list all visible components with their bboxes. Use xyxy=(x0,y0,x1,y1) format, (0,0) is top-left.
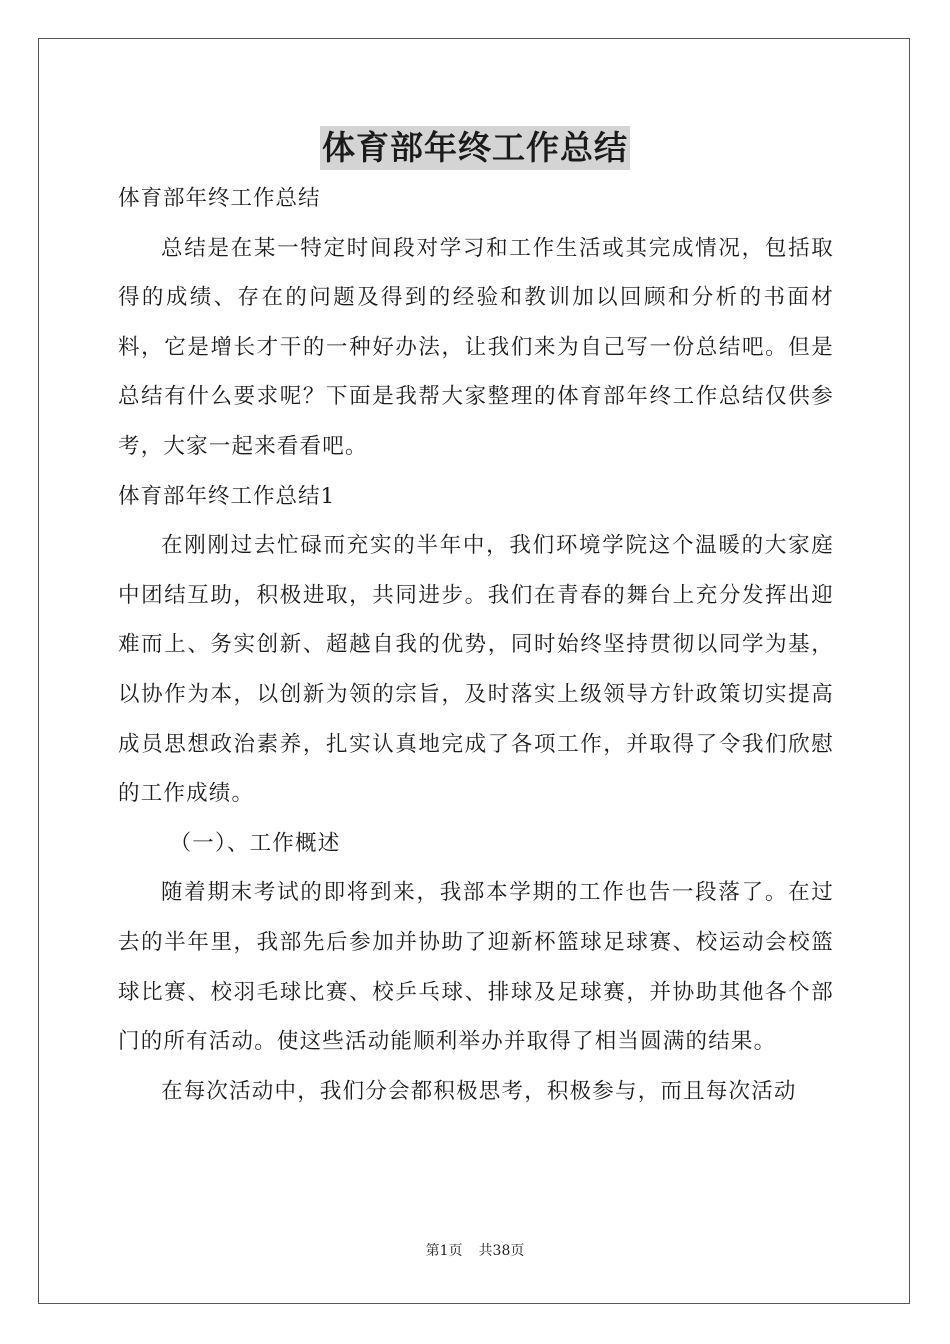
title-wrap xyxy=(0,126,950,170)
body-paragraph: 在刚刚过去忙碌而充实的半年中，我们环境学院这个温暖的大家庭中团结互助，积极进取，共同进步。我们在青春的舞台上充分发挥出迎难而上、务实创新、超越自我的优势，同时始终坚持贯彻以同学为基，以协作为本，以创新为领的宗旨，及时落实上级领导方针政策切实提高成员思想政治素养，扎实认真地完成了各项工作，并取得了令我们欣慰的工作成绩。 xyxy=(118,533,834,807)
page-footer xyxy=(0,1240,950,1260)
body-paragraph: 在每次活动中，我们分会都积极思考，积极参与，而且每次活动 xyxy=(161,1078,797,1104)
page-number: 第1页 xyxy=(425,1243,463,1259)
subsection-heading: （一）、工作概述 xyxy=(169,830,341,856)
page-total: 共38页 xyxy=(478,1243,525,1259)
section-heading: 体育部年终工作总结 xyxy=(118,186,321,211)
body-paragraph: 随着期末考试的即将到来，我部本学期的工作也告一段落了。在过去的半年里，我部先后参加并协助了迎新杯篮球足球赛、校运动会校篮球比赛、校羽毛球比赛、校乒乓球、排球及足球赛，并协助其他各个部门的所有活动。使这些活动能顺利举办并取得了相当圆满的结果。 xyxy=(118,880,834,1055)
document-body xyxy=(118,174,834,1116)
document-title: 体育部年终工作总结 xyxy=(320,126,630,170)
section-heading-1: 体育部年终工作总结1 xyxy=(118,483,336,509)
intro-paragraph: 总结是在某一特定时间段对学习和工作生活或其完成情况，包括取得的成绩、存在的问题及得到的经验和教训加以回顾和分析的书面材料，它是增长才干的一种好办法，让我们来为自己写一份总结吧。但是总结有什么要求呢？下面是我帮大家整理的体育部年终工作总结仅供参考，大家一起来看看吧。 xyxy=(118,235,834,459)
